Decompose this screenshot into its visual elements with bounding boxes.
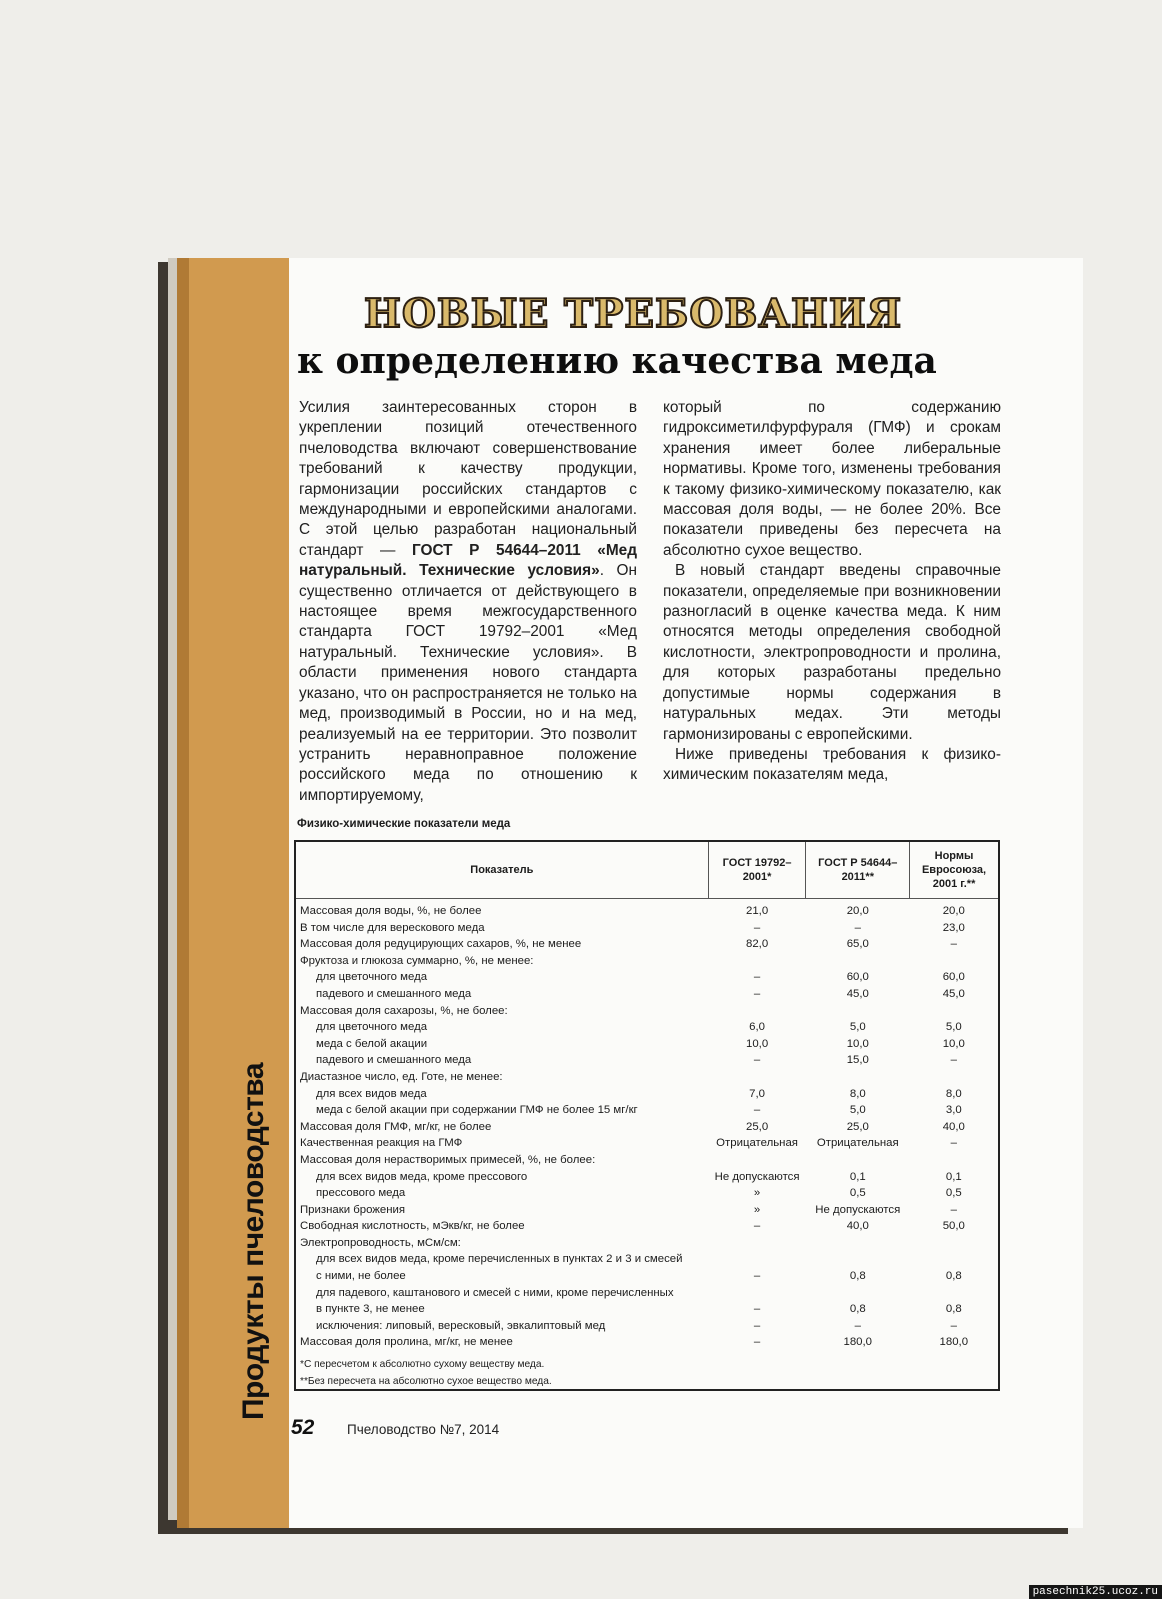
indicator-value-gost2 <box>806 1235 910 1252</box>
site-watermark: pasechnik25.ucoz.ru <box>1029 1585 1162 1599</box>
indicator-value-gost1: – <box>753 921 761 934</box>
indicator-value-gost1 <box>708 1152 806 1169</box>
indicator-value-gost2: 0,8 <box>849 1270 866 1283</box>
indicator-value-gost1: 10,0 <box>745 1037 769 1050</box>
table-header-cell: ГОСТ 19792–2001* <box>708 841 806 899</box>
indicator-value-gost2: – <box>854 921 861 934</box>
paragraph-text: . Он существенно отличается от действующего в настоящее время межгосударственного стандарта ГОСТ 19792–2001 «Мед натуральный. Технические условия». В области применения нового стандарта указано, что он распространяется не только на мед, производимый в России, но и на мед, реализуемый на ее территории. Это позволит устранить неравноправное положение российского меда по отношению к импортируемому, <box>299 562 637 804</box>
indicator-value-gost2: 40,0 <box>846 1220 869 1233</box>
indicator-value-gost2 <box>806 1285 910 1302</box>
indicator-value-eu: 0,8 <box>945 1270 962 1283</box>
indicator-value-gost2: 8,0 <box>849 1087 866 1100</box>
indicator-value-gost2: 65,0 <box>846 938 869 951</box>
indicator-name: для всех видов меда <box>316 1087 427 1100</box>
indicator-value-gost2: 0,5 <box>849 1187 866 1200</box>
indicator-value-gost1: Отрицательная <box>716 1137 798 1150</box>
table-row <box>295 1334 999 1351</box>
indicator-value-eu: – <box>950 1203 957 1216</box>
article-column-right <box>663 398 1001 786</box>
indicator-value-gost2: 0,8 <box>849 1303 866 1316</box>
table-row <box>295 1052 999 1069</box>
indicator-name: Массовая доля сахарозы, %, не более: <box>300 1004 508 1017</box>
table-row <box>295 1152 999 1169</box>
indicator-value-gost1 <box>708 1003 806 1020</box>
indicator-value-gost1: Не допускаются <box>714 1170 800 1183</box>
indicator-name: исключения: липовый, вересковый, эвкалиптовый мед <box>316 1319 606 1332</box>
table-row <box>295 1102 999 1119</box>
indicator-value-eu: 20,0 <box>942 905 965 917</box>
indicator-value-eu: – <box>950 1319 957 1332</box>
table-row <box>295 1119 999 1136</box>
indicator-value-eu <box>910 1251 999 1268</box>
indicator-value-gost2 <box>806 1069 910 1086</box>
indicator-name: меда с белой акации <box>316 1037 428 1050</box>
indicator-value-gost1: – <box>753 1303 761 1316</box>
indicator-name: Массовая доля ГМФ, мг/кг, не более <box>300 1120 492 1133</box>
indicator-value-eu <box>910 953 999 970</box>
table-row <box>295 899 999 920</box>
indicator-value-eu: 0,1 <box>945 1170 962 1183</box>
indicator-value-eu <box>910 1003 999 1020</box>
table-row <box>295 1135 999 1152</box>
indicator-value-eu: 0,5 <box>945 1187 962 1200</box>
table-row <box>295 1218 999 1235</box>
indicator-value-eu: 50,0 <box>942 1220 965 1233</box>
indicator-value-gost2: 25,0 <box>846 1120 869 1133</box>
table-row <box>295 1036 999 1053</box>
indicator-value-gost1 <box>708 1069 806 1086</box>
spine-stripe <box>177 258 189 1528</box>
indicator-value-gost2: Отрицательная <box>816 1137 899 1150</box>
indicator-value-eu: 40,0 <box>942 1120 965 1133</box>
page-number: 52 <box>291 1416 315 1439</box>
section-spine <box>177 258 289 1528</box>
indicator-value-eu: 5,0 <box>945 1021 962 1034</box>
indicator-name: Массовая доля нерастворимых примесей, %, не более: <box>300 1153 596 1166</box>
indicator-value-gost1 <box>708 1251 806 1268</box>
indicator-name: падевого и смешанного меда <box>316 987 472 1000</box>
table-row <box>295 1301 999 1318</box>
indicator-name: Качественная реакция на ГМФ <box>300 1137 463 1150</box>
table-header-row <box>295 841 999 899</box>
indicator-name: Фруктоза и глюкоза суммарно, %, не менее: <box>300 954 534 967</box>
table-row <box>295 936 999 953</box>
journal-issue: Пчеловодство №7, 2014 <box>347 1422 500 1437</box>
indicator-value-gost2: 60,0 <box>846 971 869 984</box>
indicator-value-gost1: – <box>753 1319 761 1332</box>
table-row <box>295 1235 999 1252</box>
table-row <box>295 969 999 986</box>
indicator-value-gost2: 45,0 <box>846 987 869 1000</box>
table-row <box>295 1169 999 1186</box>
table-row <box>295 953 999 970</box>
footnote-row <box>295 1372 999 1390</box>
indicator-value-gost1 <box>708 1285 806 1302</box>
indicator-value-eu <box>910 1069 999 1086</box>
indicator-value-eu: 3,0 <box>945 1104 962 1117</box>
indicator-value-gost1: – <box>753 987 761 1000</box>
indicator-name: Массовая доля редуцирующих сахаров, %, не менее <box>300 938 582 951</box>
indicator-value-gost1: 21,0 <box>745 905 769 917</box>
indicator-value-gost1: » <box>753 1203 761 1216</box>
indicator-name: для всех видов меда, кроме перечисленных в пунктах 2 и 3 и смесей <box>316 1253 683 1266</box>
indicator-name: В том числе для верескового меда <box>300 921 485 934</box>
section-label-text: Продукты пчеловодства <box>237 1062 270 1420</box>
article-title-line1: НОВЫЕ ТРЕБОВАНИЯ <box>364 291 903 337</box>
indicator-value-gost2 <box>806 953 910 970</box>
table-row <box>295 986 999 1003</box>
indicator-name: падевого и смешанного меда <box>316 1054 472 1067</box>
table-row <box>295 1069 999 1086</box>
indicator-value-eu: 60,0 <box>942 971 965 984</box>
indicator-value-gost1: 6,0 <box>749 1021 765 1034</box>
indicator-value-gost1: – <box>753 1104 761 1117</box>
indicator-value-gost2: 20,0 <box>846 905 869 917</box>
table-row <box>295 1086 999 1103</box>
indicator-name: с ними, не более <box>316 1270 406 1283</box>
table-row <box>295 1318 999 1335</box>
indicator-value-gost1: – <box>753 1270 761 1283</box>
indicator-value-gost1: 25,0 <box>745 1120 769 1133</box>
table-row <box>295 1003 999 1020</box>
indicator-name: Свободная кислотность, мЭкв/кг, не более <box>300 1220 525 1233</box>
indicator-value-gost1: » <box>753 1187 761 1200</box>
table-row <box>295 1185 999 1202</box>
quality-table <box>294 840 1000 1391</box>
paragraph <box>299 398 637 806</box>
indicator-value-gost1 <box>708 953 806 970</box>
standard-name: ГОСТ Р 54644–2011 «Мед натуральный. Технические условия» <box>299 541 637 580</box>
footnote-row <box>295 1351 999 1372</box>
indicator-value-eu <box>910 1285 999 1302</box>
indicator-value-eu: 180,0 <box>939 1336 969 1349</box>
indicator-value-eu: 10,0 <box>942 1037 965 1050</box>
indicator-name: для всех видов меда, кроме прессового <box>316 1170 528 1183</box>
indicator-value-gost1: 7,0 <box>749 1087 765 1100</box>
table-header-cell: Показатель <box>295 841 708 899</box>
indicator-value-gost1: – <box>753 1336 761 1349</box>
indicator-value-gost2 <box>806 1003 910 1020</box>
indicator-value-gost2: 5,0 <box>849 1021 866 1034</box>
article-title-line2: к определению качества меда <box>297 340 937 382</box>
indicator-value-gost2 <box>806 1152 910 1169</box>
indicator-value-gost2: – <box>854 1319 861 1332</box>
indicator-value-eu: – <box>950 1054 957 1067</box>
table-header-cell: Нормы Евросоюза, 2001 г.** <box>910 841 999 899</box>
indicator-name: прессового меда <box>316 1187 406 1200</box>
indicator-value-eu <box>910 1235 999 1252</box>
indicator-name: для падевого, каштанового и смесей с ними, кроме перечисленных <box>316 1286 674 1299</box>
indicator-value-eu <box>910 1152 999 1169</box>
magazine-page <box>177 258 1083 1528</box>
indicator-value-gost2: Не допускаются <box>815 1203 901 1216</box>
indicator-name: Электропроводность, мСм/см: <box>300 1236 461 1249</box>
table-row <box>295 1202 999 1219</box>
indicator-value-gost2: 15,0 <box>846 1054 869 1067</box>
indicator-name: Массовая доля пролина, мг/кг, не менее <box>300 1336 513 1349</box>
table-row <box>295 1019 999 1036</box>
table-footnote: *С пересчетом к абсолютно сухому веществу меда. <box>300 1359 545 1371</box>
indicator-name: Диастазное число, ед. Готе, не менее: <box>300 1070 503 1083</box>
table-row <box>295 1285 999 1302</box>
indicator-value-gost1: – <box>753 971 761 984</box>
table-row <box>295 920 999 937</box>
table-row <box>295 1251 999 1268</box>
indicator-value-eu: – <box>950 938 957 951</box>
indicator-name: для цветочного меда <box>316 1021 428 1034</box>
indicator-value-gost1: – <box>753 1054 761 1067</box>
indicator-name: Массовая доля воды, %, не более <box>300 905 482 917</box>
paragraph: который по содержанию гидроксиметилфурфураля (ГМФ) и срокам хранения имеет более либеральные нормативы. Кроме того, изменены требования к такому физико-химическому показателю, как массовая доля воды, — не более 20%. Все показатели приведены без пересчета на абсолютно сухое вещество. <box>663 399 1001 559</box>
indicator-value-gost2: 0,1 <box>849 1170 866 1183</box>
indicator-value-eu: 45,0 <box>942 987 965 1000</box>
indicator-value-gost1: – <box>753 1220 761 1233</box>
paragraph-text: Усилия заинтересованных сторон в укреплении позиций отечественного пчеловодства включают совершенствование требований к качеству продукции, гармонизации российских стандартов с международными и европейскими аналогами. С этой целью разработан национальный стандарт — <box>299 399 637 559</box>
table-footnote: **Без пересчета на абсолютно сухое вещество меда. <box>300 1376 552 1388</box>
indicator-name: в пункте 3, не менее <box>316 1303 425 1316</box>
indicator-value-eu: 23,0 <box>942 921 965 934</box>
paragraph: Ниже приведены требования к физико-химическим показателям меда, <box>663 745 1001 784</box>
paragraph: В новый стандарт введены справочные показатели, определяемые при возникновении разногласий в оценке качества меда. К ним относятся методы определения свободной кислотности, электропроводности и пролина, для которых разработаны предельно допустимые нормы содержания в натуральных медах. Эти методы гармонизированы с европейскими. <box>663 562 1001 743</box>
article-column-left <box>299 398 637 806</box>
table-header-cell: ГОСТ Р 54644–2011** <box>806 841 910 899</box>
table-body <box>295 899 999 1391</box>
indicator-value-eu: 8,0 <box>945 1087 962 1100</box>
indicator-name: для цветочного меда <box>316 971 428 984</box>
indicator-value-gost1 <box>708 1235 806 1252</box>
table-row <box>295 1268 999 1285</box>
indicator-value-gost2: 180,0 <box>843 1336 873 1349</box>
indicator-value-gost1: 82,0 <box>745 938 769 951</box>
indicator-name: Признаки брожения <box>300 1203 406 1216</box>
indicator-name: меда с белой акации при содержании ГМФ не более 15 мг/кг <box>316 1104 638 1117</box>
indicator-value-gost2: 5,0 <box>849 1104 866 1117</box>
indicator-value-gost2 <box>806 1251 910 1268</box>
indicator-value-eu: 0,8 <box>945 1303 962 1316</box>
table-caption: Физико-химические показатели меда <box>297 818 511 830</box>
indicator-value-eu: – <box>950 1137 957 1150</box>
indicator-value-gost2: 10,0 <box>846 1037 869 1050</box>
